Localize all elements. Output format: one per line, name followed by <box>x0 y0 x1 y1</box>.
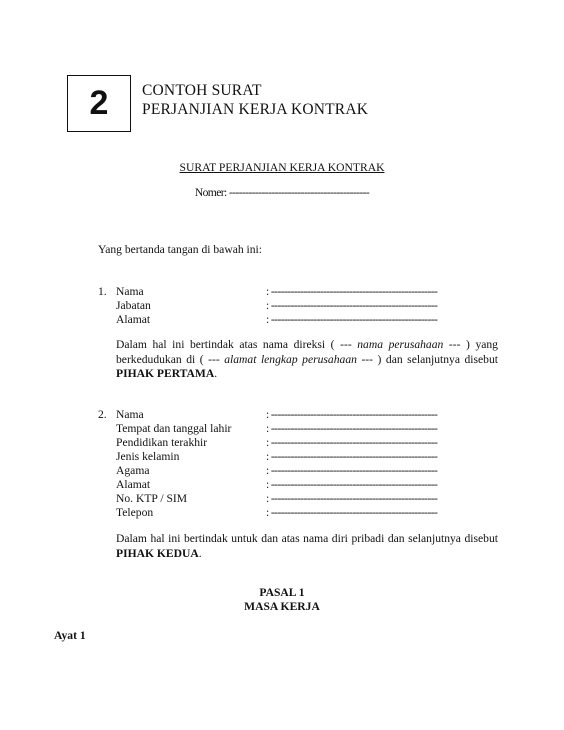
party2-value-ttl: : --------------------------------------------------- <box>266 422 438 435</box>
party2-label-alamat: Alamat <box>116 478 151 491</box>
party2-label-agama: Agama <box>116 464 150 477</box>
party2-label-nama: Nama <box>116 408 144 421</box>
section-number: 2 <box>89 84 109 122</box>
party2-label-ktp: No. KTP / SIM <box>116 492 188 505</box>
party2-label-pendidikan: Pendidikan terakhir <box>116 436 208 449</box>
party2-label-ttl: Tempat dan tanggal lahir <box>116 422 232 435</box>
party2-value-alamat: : --------------------------------------------------- <box>266 478 438 491</box>
pasal-subtitle: MASA KERJA <box>244 600 320 613</box>
party2-value-telepon: : --------------------------------------------------- <box>266 506 438 519</box>
pihak-pertama-label: PIHAK PERTAMA <box>116 367 215 381</box>
document-number: Nomer: ------------------------------------------- <box>194 186 370 199</box>
party1-value-nama: : --------------------------------------------------- <box>266 285 438 298</box>
party2-label-telepon: Telepon <box>116 506 154 519</box>
party2-paragraph: Dalam hal ini bertindak untuk dan atas nama diri pribadi dan selanjutnya disebut PIHAK KEDUA. <box>116 532 498 560</box>
party2-value-kelamin: : --------------------------------------------------- <box>266 450 438 463</box>
header-title-line1: CONTOH SURAT <box>142 82 262 99</box>
party2-value-pendidikan: : --------------------------------------------------- <box>266 436 438 449</box>
party1-label-jabatan: Jabatan <box>116 299 151 312</box>
party1-label-alamat: Alamat <box>116 313 151 326</box>
party2-value-agama: : --------------------------------------------------- <box>266 464 438 477</box>
party1-value-alamat: : --------------------------------------------------- <box>266 313 438 326</box>
party1-number: 1. <box>98 285 107 298</box>
pihak-kedua-label: PIHAK KEDUA <box>116 546 199 560</box>
intro-text: Yang bertanda tangan di bawah ini: <box>98 243 262 256</box>
party2-number: 2. <box>98 408 107 421</box>
party2-label-kelamin: Jenis kelamin <box>116 450 180 463</box>
party2-value-ktp: : --------------------------------------------------- <box>266 492 438 505</box>
ayat-heading: Ayat 1 <box>54 629 86 642</box>
party1-label-nama: Nama <box>116 285 144 298</box>
pasal-title: PASAL 1 <box>259 586 305 599</box>
party1-paragraph: Dalam hal ini bertindak atas nama direksi ( --- nama perusahaan --- ) yang berkedudukan di ( --- alamat lengkap perusahaan --- ) dan selanjutnya disebut PIHAK PERTAMA. <box>116 338 498 381</box>
header-title-line2: PERJANJIAN KERJA KONTRAK <box>142 101 369 118</box>
party1-value-jabatan: : --------------------------------------------------- <box>266 299 438 312</box>
party2-value-nama: : --------------------------------------------------- <box>266 408 438 421</box>
document-title: SURAT PERJANJIAN KERJA KONTRAK <box>179 161 385 174</box>
section-number-box <box>67 75 131 132</box>
